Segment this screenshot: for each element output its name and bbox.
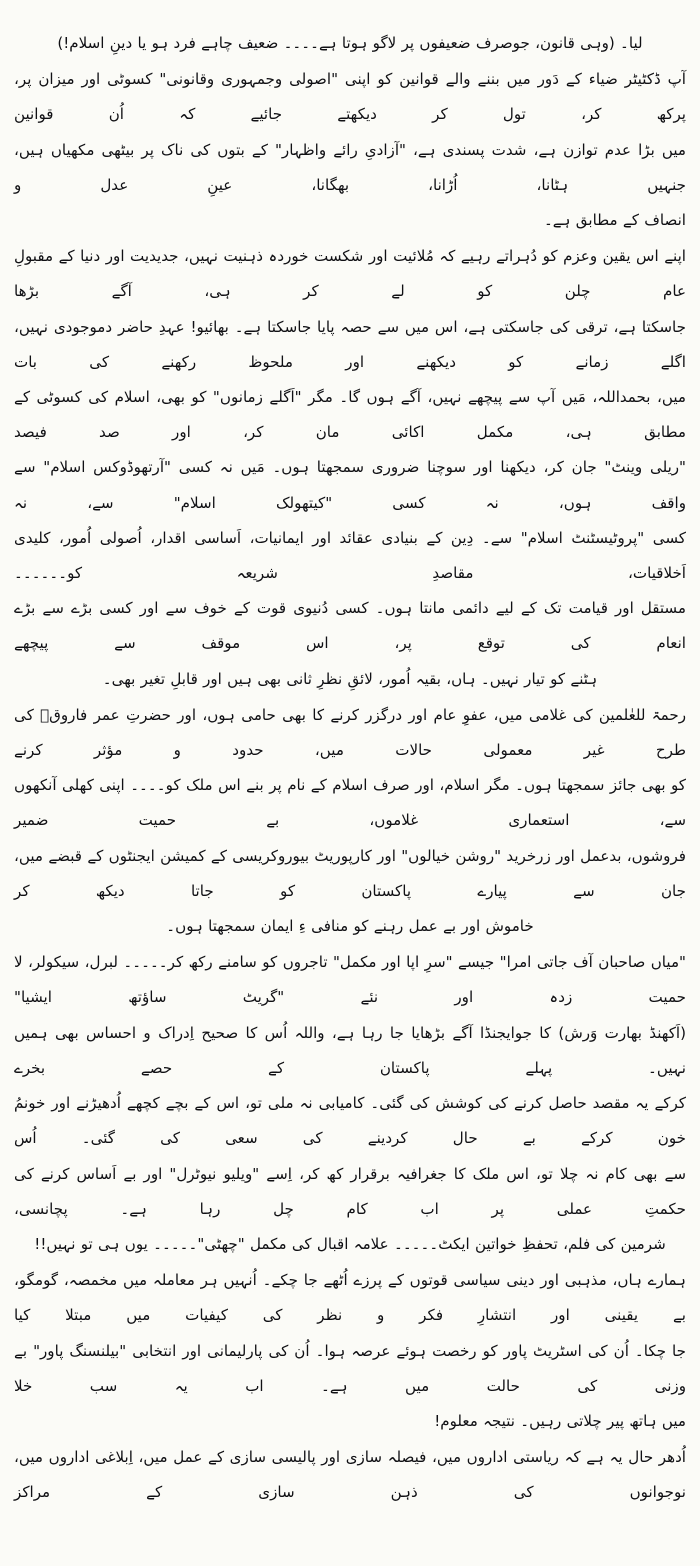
paragraph-2 [14,62,686,238]
paragraph-1 [14,26,686,61]
text-line: کرکے یہ مقصد حاصل کرنے کی کوشش کی گئی۔ کامیابی نہ ملی تو، اس کے بچے کچھے اُدھیڑنے اور خونمُ خون کرکے بے حال کردینے کی سعی کی گئی۔ اُس [14,1094,686,1148]
text-line: شرمین کی فلم، تحفظِ خواتین ایکٹ۔۔۔۔۔ علامہ اقبال کی مکمل "چھٹی"۔۔۔۔۔ یوں ہی تو نہیں!! [34,1234,666,1253]
paragraph-3 [14,239,686,697]
text-line: کسی "پروٹیسٹنٹ اسلام" سے۔ دِین کے بنیادی عقائد اور ایمانیات، اَساسی اقدار، اُصولی اُمور، کلیدی اَخلاقیات، مقاصدِ شریعہ کو۔۔۔۔۔۔ [14,528,686,583]
text-line: کو بھی جائز سمجھتا ہوں۔ مگر اسلام، اور صرف اسلام کے نام پر بنے اس ملک کو۔۔۔۔ اپنی کھلی آنکھوں سے، استعماری غلاموں، بے حمیت ضمیر [14,776,686,830]
text-line: آپ ڈکٹیٹر ضیاء کے دَور میں بننے والے قوانین کو اپنی "اصولی وجمہوری وقانونی" کسوٹی اور میزان پر، پرکھ کر، تول کر دیکھتے جائیے کہ اُن قوانین [14,70,686,124]
text-line: میں ہاتھ پیر چلاتی رہیں۔ نتیجہ معلوم! [434,1411,686,1430]
page-bottom-margin [14,1512,686,1566]
paragraph-4 [14,698,686,944]
paragraph-6 [14,1263,686,1439]
text-line: مستقل اور قیامت تک کے لیے دائمی مانتا ہوں۔ کسی دُنیوی قوت کے خوف سے اور کسی بڑے سے بڑے انعام کی توقع پر، اس موقف سے پیچھے [14,599,686,653]
text-line: لیا۔ (وہی قانون، جوصرف ضعیفوں پر لاگو ہوتا ہے۔۔۔۔ ضعیف چاہے فرد ہو یا دینِ اسلام!) [57,34,643,52]
text-line: فروشوں، بدعمل اور زرخرید "روشن خیالوں" اور کارپوریٹ بیوروکریسی کے کمیشن ایجنٹوں کے قبضے میں، جان سے پیارے پاکستان کو جاتا دیکھ کر [14,846,686,900]
text-line: سے بھی کام نہ چلا تو، اس ملک کا جغرافیہ برقرار کھ کر، اِسے "ویلیو نیوٹرل" اور بے اَساس کرنے کی حکمتِ عملی پر اب کام چل رہا ہے۔ پچانسی، [14,1164,686,1218]
paragraph-7 [14,1440,686,1510]
text-line: خاموش اور بے عمل رہنے کو منافی ءِ ایمان سمجھتا ہوں۔ [166,917,534,936]
text-line: انصاف کے مطابق ہے۔ [543,211,686,230]
text-line: "میاں صاحبان آف جاتی امرا" جیسے "سرِ اپا اور مکمل" تاجروں کو سامنے رکھ کر۔۔۔۔۔ لبرل، سیکولر، لا حمیت زدہ اور نئے "گریٹ ساؤتھ ایشیا" [14,953,686,1007]
text-line: ہمارے ہاں، مذہبی اور دینی سیاسی قوتوں کے پرزے اُٹھے جا چکے۔ اُنہیں ہر معاملہ میں مخمصہ، گومگو، بے یقینی اور انتشارِ فکر و نظر کی کیفیات میں مبتلا کیا [14,1271,686,1325]
text-line: میں، بحمداللہ، مَیں آپ سے پیچھے نہیں، آگے ہوں گا۔ مگر "اَگلے زمانوں" کو بھی، اسلام کی کسوٹی کے مطابق ہی، مکمل اکائی مان کر، اور صد فیصد [14,388,686,442]
text-line: رحمۃ للعٰلمین کی غلامی میں، عفوِ عام اور درگزر کرنے کا بھی حامی ہوں، اور حضرتِ عمر فاروقؓ کی طرح غیر معمولی حالات میں، حدود و مؤثر کرنے [14,705,686,760]
text-line: اُدھر حال یہ ہے کہ ریاستی اداروں میں، فیصلہ سازی اور پالیسی سازی کے عمل میں، اِبلاغی اداروں میں، نوجوانوں کی ذہن سازی کے مراکز [14,1448,686,1502]
text-line: ہٹنے کو تیار نہیں۔ ہاں، بقیہ اُمور، لائقِ نظرِ ثانی بھی ہیں اور قابلِ تغیر بھی۔ [102,669,598,688]
text-line: "ریلی وینٹ" جان کر، دیکھنا اور سوچنا ضروری سمجھتا ہوں۔ مَیں نہ کسی "آرتھوڈوکس اسلام" سے واقف ہوں، نہ کسی "کیتھولک اسلام" سے، نہ [14,458,686,512]
text-line: جاسکتا ہے، ترقی کی جاسکتی ہے، اس میں سے حصہ پایا جاسکتا ہے۔ بھائیو! عہدِ حاضر دموجودی نہیں، اگلے زمانے کو دیکھنے اور ملحوظ رکھنے کی بات [14,317,686,371]
paragraph-5 [14,945,686,1262]
document-body [14,26,686,1566]
text-line: میں بڑا عدم توازن ہے، شدت پسندی ہے، "آزادیِ رائے واظہار" کے بتوں کی ناک پر بیٹھی مکھیاں ہیں، جنہیں ہٹانا، اُڑانا، بھگانا، عینِ عدل و [14,140,686,194]
text-line: (اَکھنڈ بھارت وَرش) کا جوایجنڈا آگے بڑھایا جا رہا ہے، واللہ اُس کا صحیح اِدراک و احساس بھی ہمیں نہیں۔ پہلے پاکستان کے حصے بخرے [14,1023,686,1077]
text-line: جا چکا۔ اُن کی اسٹریٹ پاور کو رخصت ہوئے عرصہ ہوا۔ اُن کی پارلیمانی اور انتخابی "بیلنسنگ پاور" بے وزنی کی حالت میں ہے۔ اب یہ سب خلا [14,1341,686,1395]
text-line: اپنے اس یقین وعزم کو دُہراتے رہیے کہ مُلائیت اور شکست خوردہ ذہنیت نہیں، جدیدیت اور دنیا کے مقبولِ عام چلن کو لے کر ہی، آگے بڑھا [14,247,686,301]
